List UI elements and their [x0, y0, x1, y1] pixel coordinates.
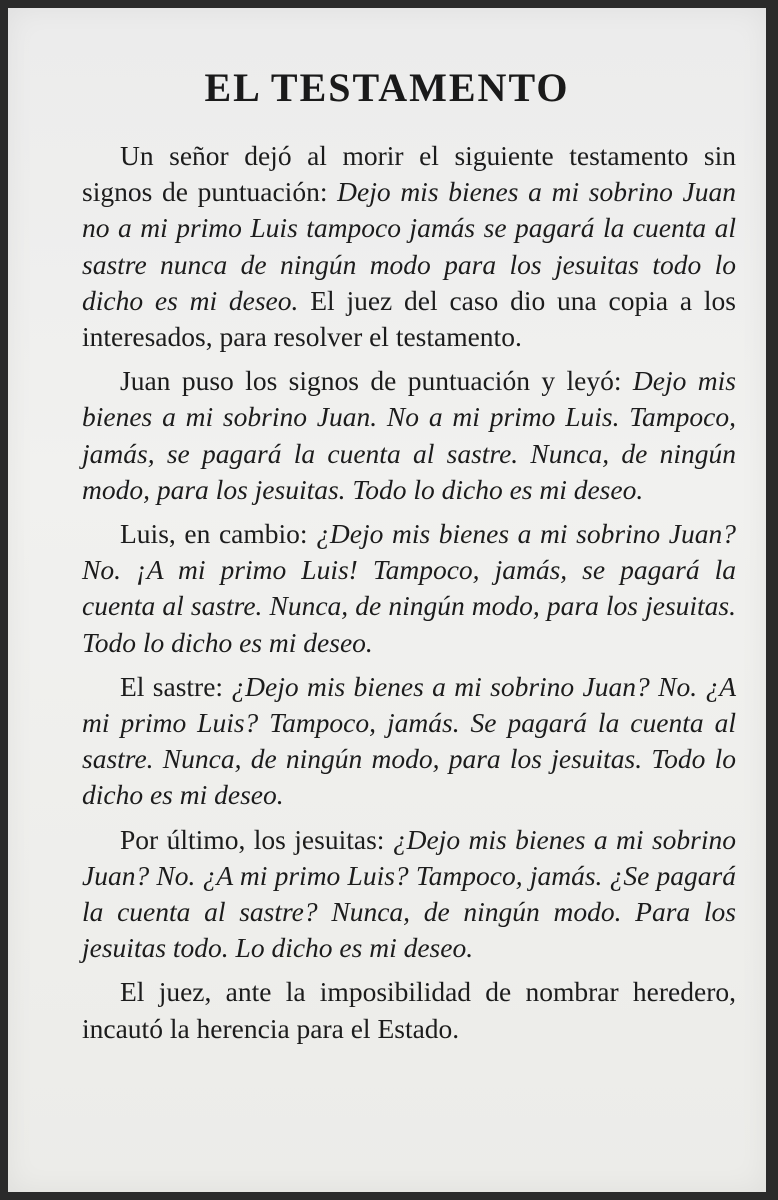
paragraph-quote: ¿Dejo mis bienes a mi sobrino Juan? No. ¡A mi primo Luis! Tampoco, jamás, se pagará la cuenta al sastre. Nunca, de ningún modo, para los jesuitas. Todo lo dicho es mi deseo. [82, 518, 736, 658]
paragraph-text: Por último, los jesuitas: [120, 823, 393, 855]
paragraph-text: Un señor dejó al morir el siguiente testamento sin signos de puntuación: [82, 140, 736, 208]
paragraph-quote: ¿Dejo mis bienes a mi sobrino Juan? No. ¿A mi primo Luis? Tampoco, jamás. Se pagará la cuenta al sastre. Nunca, de ningún modo, para los jesuitas. Todo lo dicho es mi deseo. [82, 670, 736, 811]
paragraph-luis [82, 516, 736, 661]
paragraph-text: El juez del caso dio una copia a los interesados, para resolver el testamento. [82, 284, 736, 353]
paragraph-intro [82, 138, 736, 355]
paragraph-quote: ¿Dejo mis bienes a mi sobrino Juan? No. ¿A mi primo Luis? Tampoco, jamás. ¿Se pagará la cuenta al sastre? Nunca, de ningún modo. Para los jesuitas todo. Lo dicho es mi deseo. [82, 823, 736, 964]
paragraph-text: El sastre: [120, 670, 232, 702]
paragraph-quote: Dejo mis bienes a mi sobrino Juan. No a mi primo Luis. Tampoco, jamás, se pagará la cuenta al sastre. Nunca, de ningún modo, para los jesuitas. Todo lo dicho es mi deseo. [82, 365, 736, 505]
story-body [82, 138, 736, 1055]
paragraph-text: El juez, ante la imposibilidad de nombrar heredero, incautó la herencia para el Estado. [82, 976, 736, 1044]
paragraph-juan [82, 363, 736, 508]
paragraph-sastre [82, 669, 736, 814]
paragraph-text: Juan puso los signos de puntuación y leyó: [120, 365, 633, 397]
page-title: EL TESTAMENTO [204, 65, 570, 110]
paragraph-juez [82, 974, 736, 1046]
paragraph-text: Luis, en cambio: [120, 518, 317, 550]
paragraph-jesuitas [82, 822, 736, 967]
book-page [8, 8, 766, 1192]
paragraph-quote: Dejo mis bienes a mi sobrino Juan no a mi primo Luis tampoco jamás se pagará la cuenta al sastre nunca de ningún modo para los jesuitas todo lo dicho es mi deseo. [82, 176, 736, 316]
